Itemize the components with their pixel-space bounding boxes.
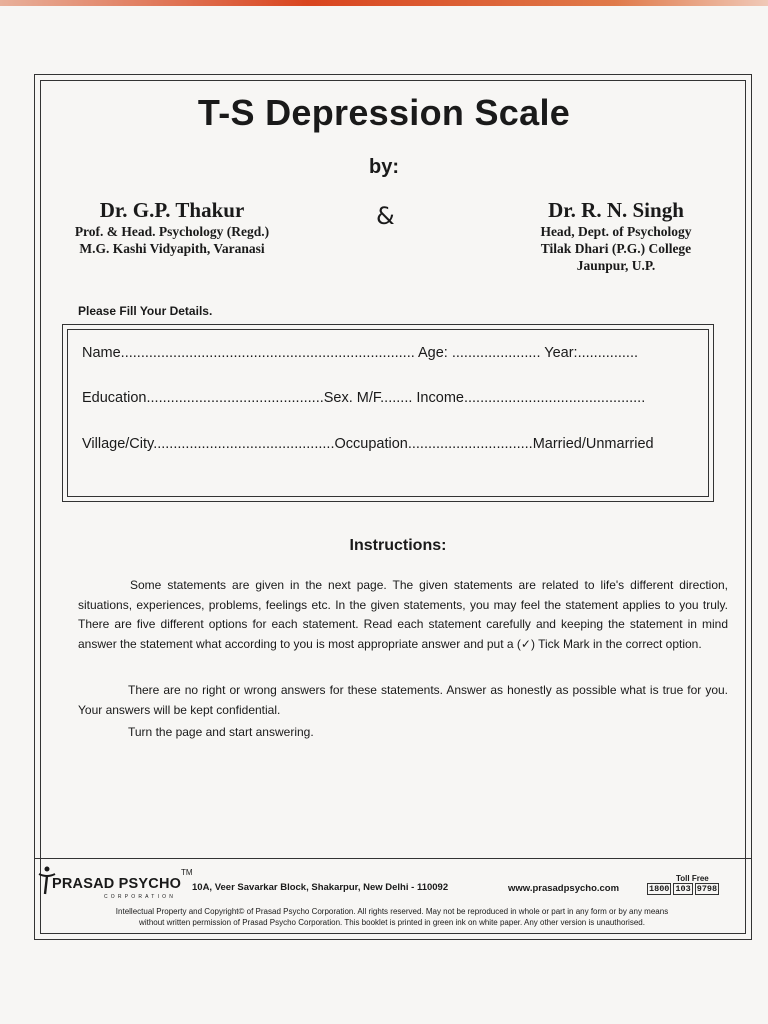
instructions-heading: Instructions: (349, 537, 447, 554)
author-thakur (56, 198, 288, 257)
copyright-notice (36, 906, 748, 928)
toll-free-group: 1800 (649, 884, 670, 894)
logo-text: PRASAD PSYCHO (52, 876, 182, 892)
publisher-website[interactable]: www.prasadpsycho.com (508, 883, 620, 894)
details-row-education-sex-income[interactable]: Education............................................Sex. M/F........ Income............................................. (82, 390, 646, 406)
author-singh (506, 198, 726, 274)
logo-subtext: CORPORATION (104, 894, 177, 900)
details-row-name-age-year[interactable]: Name......................................................................... Age: ...................... Year:............... (82, 345, 638, 361)
author-title: Head, Dept. of Psychology (540, 224, 692, 239)
toll-free-group: 103 (675, 884, 691, 894)
instructions-paragraph-1: Some statements are given in the next page. The given statements are related to life's different direction, situations, experiences, problems, feelings etc. In the given statements, you may feel the statement applies to you truly. There are five different options for each statement. Read each statement carefully and keeping the statement in mind answer the statement what according to you is most appropriate answer and put a (✓) Tick Mark in the correct option. (78, 578, 728, 651)
footer-divider (34, 858, 752, 859)
publisher-address: 10A, Veer Savarkar Block, Shakarpur, New Delhi - 110092 (192, 882, 449, 893)
toll-free-number (647, 883, 721, 895)
toll-free-group: 9798 (696, 884, 718, 894)
copyright-line-2: without written permission of Prasad Psycho Corporation. This booklet is printed in green ink on white paper. Any other version is unauthorised. (139, 918, 645, 927)
trademark-mark: TM (181, 868, 193, 877)
details-row-city-occupation-marital[interactable]: Village/City.............................................Occupation...............................Married/Unmarried (82, 436, 654, 452)
copyright-line-1: Intellectual Property and Copyright© of Prasad Psycho Corporation. All rights reserved. May not be reproduced in whole or part in any form or by any means (115, 907, 669, 916)
document-title: T-S Depression Scale (197, 92, 571, 133)
author-name: Dr. R. N. Singh (548, 198, 684, 222)
toll-free-label: Toll Free (676, 874, 709, 883)
by-label: by: (369, 156, 399, 178)
instructions-paragraph-3: Turn the page and start answering. (128, 725, 314, 739)
author-title: Prof. & Head. Psychology (Regd.) (74, 224, 270, 239)
author-name: Dr. G.P. Thakur (99, 198, 245, 222)
page-top-edge (0, 0, 768, 6)
author-affiliation: Tilak Dhari (P.G.) College (540, 241, 692, 256)
author-affiliation: M.G. Kashi Vidyapith, Varanasi (79, 241, 265, 256)
instructions-paragraph-2: There are no right or wrong answers for these statements. Answer as honestly as possible what is true for you. Your answers will be kept confidential. (78, 683, 728, 717)
fill-details-label: Please Fill Your Details. (78, 304, 213, 318)
ampersand: & (376, 202, 395, 230)
author-location: Jaunpur, U.P. (576, 258, 656, 273)
